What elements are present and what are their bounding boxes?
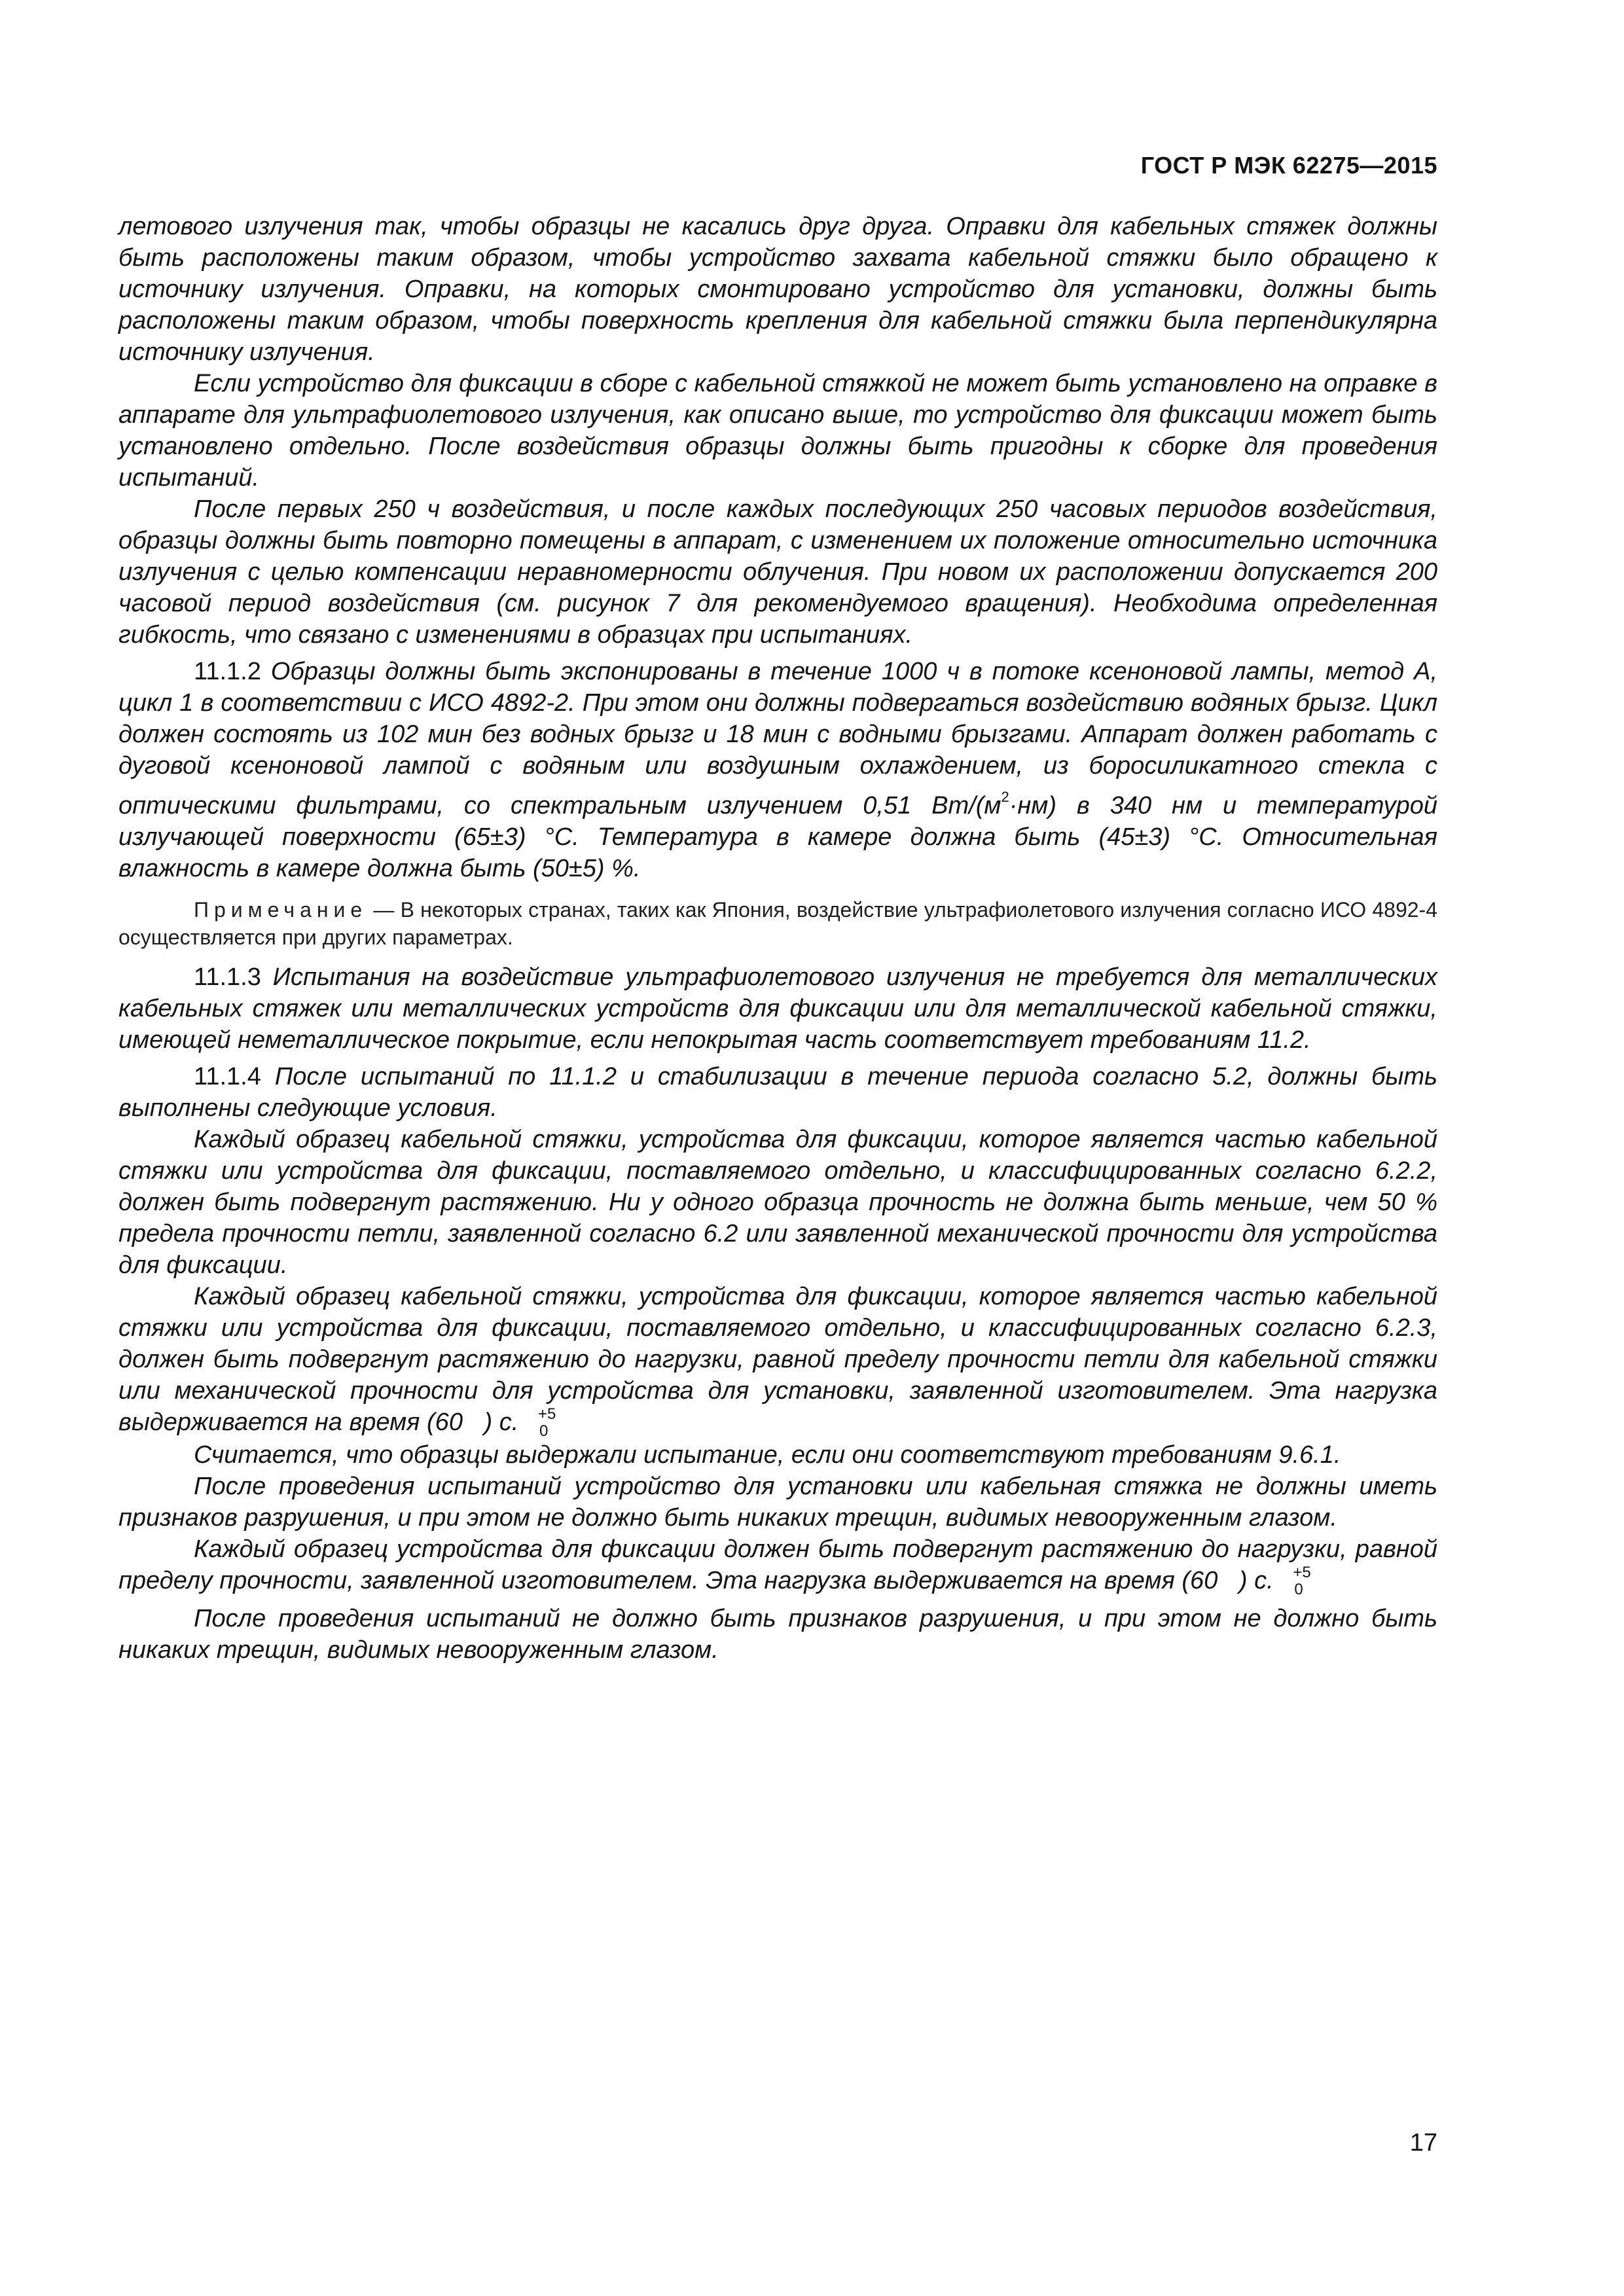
clause-11-1-3 <box>118 961 1437 1056</box>
paragraph: Каждый образец кабельной стяжки, устройства для фиксации, которое является частью кабельной стяжки или устройства для фиксации, поставляемого отдельно, и классифицированных согласно 6.2.2, должен быть подвергнут растяжению. Ни у одного образца прочность не должна быть меньше, чем 50 % предела прочности петли, заявленной согласно 6.2 или заявленной механической прочности для устройства для фиксации. <box>118 1126 1437 1279</box>
clause-text: Образцы должны быть экспонированы в течение 1000 ч в потоке ксеноновой лампы, метод А, цикл 1 в соответствии с ИСО 4892-2. При этом они должны подвергаться воздействию водяных брызг. Цикл должен состоять из 102 мин без водных брызг и 18 мин с водными брызгами. Аппарат должен работать с дуговой ксеноновой лампой с водяным или воздушным охлаждением, из боросиликатного стекла с оптическими фильтрами, со спектральным излучением 0,51 Вт/(м <box>118 658 1437 819</box>
paragraph-text: Каждый образец кабельной стяжки, устройства для фиксации, которое является частью кабельной стяжки или устройства для фиксации, поставляемого отдельно, и классифицированных согласно 6.2.3, должен быть подвергнут растяжению до нагрузки, равной пределу прочности петли для кабельной стяжки или механической прочности для устройства для установки, заявленной изготовителем. Эта нагрузка выдерживается на время (60 <box>118 1283 1437 1436</box>
document-header-standard: ГОСТ Р МЭК 62275—2015 <box>1140 152 1437 179</box>
paragraph: Если устройство для фиксации в сборе с кабельной стяжкой не может быть установлено на оправке в аппарате для ультрафиолетового излучения, как описано выше, то устройство для фиксации может быть установлено отдельно. После воздействия образцы должны быть пригодны к сборке для проведения испытаний. <box>118 370 1437 492</box>
tolerance-lower: 0 <box>539 1422 549 1440</box>
paragraph-text: ) с. <box>477 1408 519 1436</box>
tolerance-upper: +5 <box>1293 1564 1311 1581</box>
paragraph-text: Каждый образец устройства для фиксации должен быть подвергнут растяжению до нагрузки, равной пределу прочности, заявленной изготовителем. Эта нагрузка выдерживается на время (60 <box>118 1535 1437 1594</box>
clause-number: 11.1.3 <box>194 963 261 991</box>
document-body <box>118 211 1437 1666</box>
clause-text: Испытания на воздействие ультрафиолетового излучения не требуется для металлических кабельных стяжек или металлических устройств для фиксации или для металлической кабельной стяжки, имеющей неметаллическое покрытие, если непокрытая часть соответствует требованиям 11.2. <box>118 963 1438 1054</box>
clause-text: ·нм) в 340 нм и температурой излучающей поверхности (65±3) °С. Температура в камере должна быть (45±3) °С. Относительная влажность в камере должна быть (50±5) %. <box>118 792 1437 882</box>
clause-11-1-2 <box>118 656 1437 884</box>
clause-number: 11.1.4 <box>194 1063 261 1090</box>
superscript: 2 <box>1001 789 1009 805</box>
note-label: Примечание <box>194 898 368 922</box>
paragraph: летового излучения так, чтобы образцы не касались друг друга. Оправки для кабельных стяжек должны быть расположены таким образом, чтобы устройство захвата кабельной стяжки было обращено к источнику излучения. Оправки, на которых смонтировано устройство для установки, должны быть расположены таким образом, чтобы поверхность крепления для кабельной стяжки была перпендикулярна источнику излучения. <box>118 213 1437 366</box>
page-number: 17 <box>1409 2129 1437 2157</box>
paragraph: Считается, что образцы выдержали испытание, если они соответствуют требованиям 9.6.1. <box>194 1441 1341 1469</box>
tolerance <box>463 1405 556 1440</box>
tolerance-upper: +5 <box>537 1405 556 1423</box>
paragraph <box>118 1534 1437 1598</box>
paragraph-text: ) с. <box>1232 1567 1274 1594</box>
tolerance-lower: 0 <box>1294 1581 1303 1598</box>
paragraph <box>118 1281 1437 1439</box>
paragraph: После проведения испытаний не должно быть признаков разрушения, и при этом не должно быть никаких трещин, видимых невооруженным глазом. <box>118 1605 1437 1664</box>
paragraph: После первых 250 ч воздействия, и после каждых последующих 250 часовых периодов воздействия, образцы должны быть повторно помещены в аппарат, с изменением их положение относительно источника излучения с целью компенсации неравномерности облучения. При новом их расположении допускается 200 часовой период воздействия (см. рисунок 7 для рекомендуемого вращения). Необходима определенная гибкость, что связано с изменениями в образцах при испытаниях. <box>118 495 1437 649</box>
note-text: — В некоторых странах, таких как Япония, воздействие ультрафиолетового излучения согласно ИСО 4892-4 осуществляется при других параметрах. <box>118 898 1437 949</box>
clause-number: 11.1.2 <box>194 658 261 685</box>
clause-11-1-4 <box>118 1061 1437 1124</box>
paragraph: После проведения испытаний устройство для установки или кабельная стяжка не должны иметь признаков разрушения, и при этом не должно быть никаких трещин, видимых невооруженным глазом. <box>118 1473 1437 1532</box>
tolerance <box>1218 1564 1311 1598</box>
note <box>118 896 1437 951</box>
clause-text: После испытаний по 11.1.2 и стабилизации в течение периода согласно 5.2, должны быть выполнены следующие условия. <box>118 1063 1437 1122</box>
